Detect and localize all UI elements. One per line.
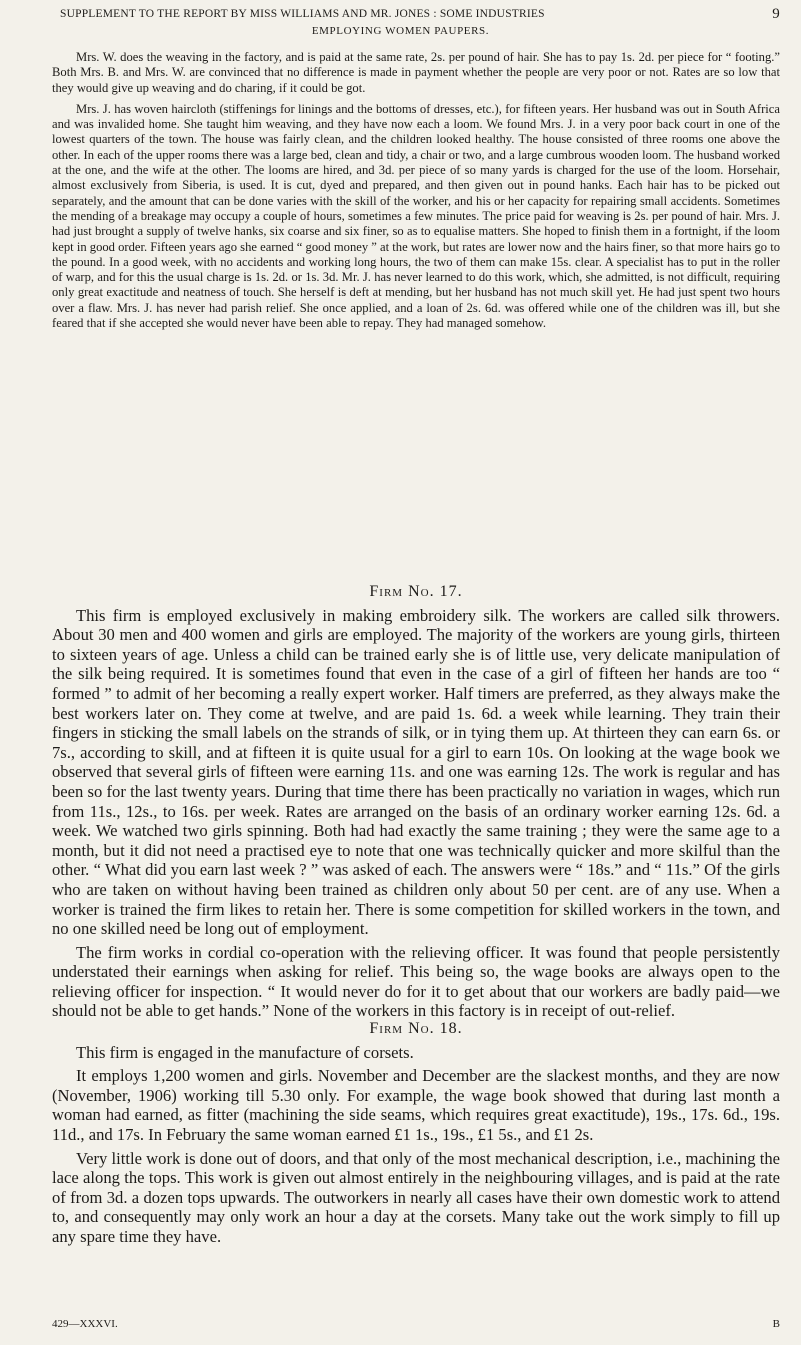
firm-17-heading: Firm No. 17.: [369, 583, 463, 600]
firm-17-paragraph-1: This firm is employed exclusively in making embroidery silk. The workers are called silk throwers. About 30 men and 400 women and girls are employed. The majority of the workers are young girls, thirteen to sixteen years of age. Unless a child can be trained early she is of little use, very delicate manipulation of the silk being required. It is sometimes found that even in the case of a girl of fifteen her hands are too “ formed ” to admit of her becoming a really expert worker. Half timers are preferred, as they always make the best workers later on. They come at twelve, and are paid 1s. 6d. a week while learning. They train their fingers in sticking the small labels on the strands of silk, or in tying them up. At thirteen they can earn 6s. or 7s., according to skill, and at fifteen it is quite usual for a girl to earn 10s. On looking at the wage book we observed that several girls of fifteen were earning 11s. and one was earning 12s. The work is regular and has been so for the last twenty years. During that time there has been practically no variation in wages, which run from 11s., 12s., to 16s. per week. Rates are arranged on the basis of an ordinary worker earning 12s. 6d. a week. We watched two girls spinning. Both had had exactly the same training ; they were the same age to a month, but it did not need a practised eye to note that one was technically quicker and more skilful than the other. “ What did you earn last week ? ” was asked of each. The answers were “ 18s.” and “ 11s.” Of the girls who are taken on without having been trained as children only about 50 per cent. are of any use. When a worker is trained the firm likes to retain her. There is some competition for skilled workers in the town, and no one skilled need be long out of employment.: [52, 605, 780, 939]
running-title: SUPPLEMENT TO THE REPORT BY MISS WILLIAMS AND MR. JONES : SOME INDUSTRIES: [60, 8, 545, 20]
intro-paragraph-2: Mrs. J. has woven haircloth (stiffenings for linings and the bottoms of dresses, etc.), for fifteen years. Her husband was out in South Africa and was invalided home. She taught him weaving, and they have now each a loom. We found Mrs. J. in a very poor back court in one of the lowest quarters of the town. The house was fairly clean, and the children looked healthy. The house consisted of three rooms one above the other. In each of the upper rooms there was a large bed, clean and tidy, a chair or two, and a large cumbrous wooden loom. The husband worked at the one, and the wife at the other. The looms are hired, and 3d. per piece of so many yards is charged for the use of the loom. Horsehair, almost exclusively from Siberia, is used. It is cut, dyed and prepared, and then given out in pound hanks. Each hair has to be picked out separately, and the amount that can be done varies with the skill of the worker, and his or her capacity for repairing small accidents. Sometimes the mending of a breakage may occupy a couple of hours, sometimes a few minutes. The price paid for weaving is 2s. per pound of hair. Mrs. J. had just brought a supply of twelve hanks, six coarse and six finer, so as to equalise matters. She hoped to finish them in a fortnight, if the loom kept in good order. Fifteen years ago she earned “ good money ” at the work, but rates are lower now and the hairs finer, so that more hairs go to the pound. In a good week, with no accidents and working long hours, the two of them can make 15s. clear. A specialist has to put in the roller of warp, and for this the usual charge is 1s. 2d. or 1s. 3d. Mr. J. has never learned to do this work, which, she admitted, is not difficult, requiring only great exactitude and neatness of touch. She herself is deft at mending, but her husband has not much skill yet. He had just spent two hours over a flaw. Mrs. J. has never had parish relief. She once applied, and a loan of 2s. 6d. was offered while one of the children was ill, but she feared that if she accepted she would never have been able to repay. They had managed somehow.: [52, 101, 780, 331]
firm-18-paragraph-3: Very little work is done out of doors, and that only of the most mechanical description, i.e., machining the lace along the tops. This work is given out almost entirely in the neighbouring villages, and is paid at the rate of from 3d. a dozen tops upwards. The outworkers in nearly all cases have their own domestic work to attend to, and consequently may only work an hour a day at the corsets. Many take out the work simply to fill up any spare time they have.: [52, 1148, 780, 1246]
section-title: EMPLOYING WOMEN PAUPERS.: [311, 25, 490, 37]
sheet-mark: B: [772, 1318, 780, 1330]
intro-section: [52, 50, 780, 337]
firm-18-heading: Firm No. 18.: [369, 1020, 463, 1037]
printer-signature: 429—XXXVI.: [52, 1318, 118, 1330]
firm-17-section: [52, 572, 780, 1025]
firm-17-paragraph-2: The firm works in cordial co-operation with the relieving officer. It was found that people persistently understated their earnings when asking for relief. This being so, the wage books are always open to the relieving officer for inspection. “ It would never do for it to get about that our workers are badly paid—we should not be able to get hands.” None of the workers in this factory is in receipt of out-relief.: [52, 942, 780, 1021]
firm-18-section: [52, 1009, 780, 1251]
page-footer: [52, 1318, 780, 1330]
firm-18-paragraph-1: This firm is engaged in the manufacture of corsets.: [76, 1042, 414, 1062]
firm-18-paragraph-2: It employs 1,200 women and girls. November and December are the slackest months, and they are now (November, 1906) working till 5.30 only. For example, the wage book showed that during last month a woman had earned, as fitter (machining the side seams, which requires great exactitude), 19s., 17s. 6d., 19s. 11d., and 17s. In February the same woman earned £1 1s., 19s., £1 5s., and £1 2s.: [52, 1066, 780, 1144]
page-number: 9: [772, 6, 780, 22]
intro-paragraph-1: Mrs. W. does the weaving in the factory, and is paid at the same rate, 2s. per pound of hair. She has to pay 1s. 2d. per piece for “ footing.” Both Mrs. B. and Mrs. W. are convinced that no difference is made in payment whether the people are very poor or not. Rates are so low that they would give up weaving and do charing, if it could be got.: [52, 50, 780, 95]
running-header: [60, 8, 780, 20]
